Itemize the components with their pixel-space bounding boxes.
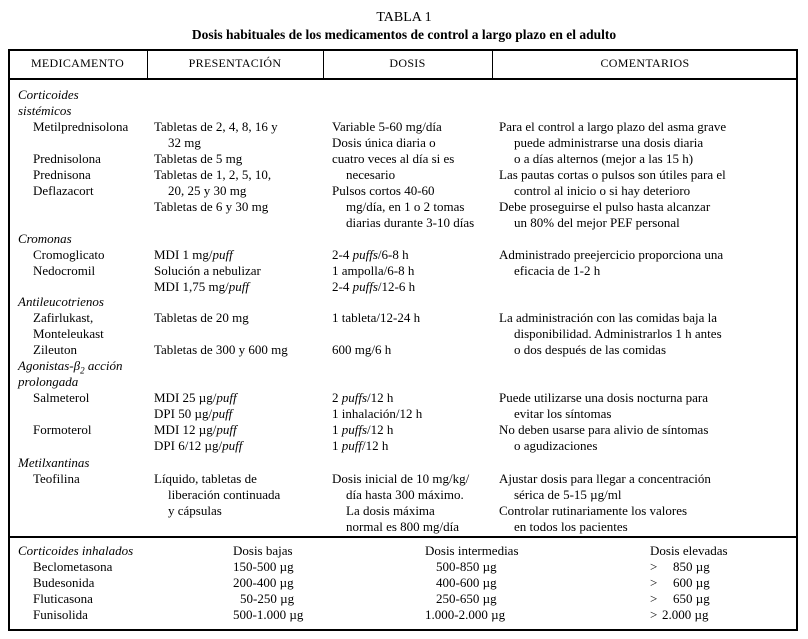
dosis-text: 1 tableta/12-24 h <box>332 310 421 325</box>
drug-name: Deflazacort <box>33 183 94 198</box>
dosis-text: cuatro veces al día si es <box>332 151 455 166</box>
comentario-text: Puede utilizarse una dosis nocturna para <box>499 390 709 405</box>
header-presentacion: PRESENTACIÓN <box>188 56 282 70</box>
drug-name: Teofilina <box>33 471 80 486</box>
presentacion-text: Tabletas de 5 mg <box>154 151 243 166</box>
presentacion-text: DPI 50 µg/puff <box>154 406 233 421</box>
header-row <box>8 49 798 80</box>
drug-name: Budesonida <box>33 575 95 590</box>
presentacion-text: DPI 6/12 µg/puff <box>154 438 243 453</box>
section-divider <box>8 536 798 538</box>
dose-mid: 250-650 µg <box>436 591 497 606</box>
group-label: Antileucotrienos <box>18 294 104 309</box>
column-header-mid: Dosis intermedias <box>425 543 519 558</box>
dose-low: 50-250 µg <box>240 591 295 606</box>
comentario-text: Las pautas cortas o pulsos son útiles para el <box>499 167 726 182</box>
dosis-text: mg/día, en 1 o 2 tomas <box>346 199 465 214</box>
comentario-text: No deben usarse para alivio de síntomas <box>499 422 709 437</box>
comentario-text: La administración con las comidas baja la <box>499 310 718 325</box>
header-medicamento: MEDICAMENTO <box>30 56 125 70</box>
drug-name: Funisolida <box>33 607 88 622</box>
header-divider <box>323 49 324 80</box>
presentacion-text: Solución a nebulizar <box>154 263 261 278</box>
column-header-low: Dosis bajas <box>233 543 293 558</box>
dose-low: 500-1.000 µg <box>233 607 304 622</box>
column-header-high: Dosis elevadas <box>650 543 728 558</box>
drug-name: Zileuton <box>33 342 78 357</box>
comentario-text: eficacia de 1-2 h <box>514 263 601 278</box>
dosis-text: 600 mg/6 h <box>332 342 392 357</box>
dose-mid: 500-850 µg <box>436 559 497 574</box>
comentario-text: Para el control a largo plazo del asma grave <box>499 119 727 134</box>
drug-name: Metilprednisolona <box>33 119 129 134</box>
dose-high: 2.000 µg <box>662 607 709 622</box>
drug-name: Cromoglicato <box>33 247 105 262</box>
presentacion-text: MDI 1,75 mg/puff <box>154 279 249 294</box>
dosis-text: 2 puffs/12 h <box>332 390 394 405</box>
drug-name: Nedocromil <box>33 263 96 278</box>
dose-high-sign: > <box>650 559 658 574</box>
presentacion-text: liberación continuada <box>168 487 281 502</box>
presentacion-text: 32 mg <box>168 135 201 150</box>
group-label: Corticoides inhalados <box>18 543 134 558</box>
dose-low: 200-400 µg <box>233 575 294 590</box>
dosis-text: Dosis inicial de 10 mg/kg/ <box>332 471 470 486</box>
dosis-text: 2-4 puffs/12-6 h <box>332 279 416 294</box>
header-divider <box>147 49 148 80</box>
presentacion-text: Líquido, tabletas de <box>154 471 257 486</box>
group-label: Metilxantinas <box>18 455 90 470</box>
comentario-text: Debe proseguirse el pulso hasta alcanzar <box>499 199 711 214</box>
presentacion-text: Tabletas de 20 mg <box>154 310 249 325</box>
dose-mid: 400-600 µg <box>436 575 497 590</box>
presentacion-text: MDI 1 mg/puff <box>154 247 233 262</box>
presentacion-text: Tabletas de 2, 4, 8, 16 y <box>154 119 278 134</box>
dose-low: 150-500 µg <box>233 559 294 574</box>
dosis-text: día hasta 300 máximo. <box>346 487 464 502</box>
table-subtitle: Dosis habituales de los medicamentos de control a largo plazo en el adulto <box>191 27 617 42</box>
dose-high-sign: > <box>650 591 658 606</box>
presentacion-text: MDI 12 µg/puff <box>154 422 237 437</box>
comentario-text: evitar los síntomas <box>514 406 612 421</box>
drug-name: Fluticasona <box>33 591 93 606</box>
comentario-text: sérica de 5-15 µg/ml <box>514 487 622 502</box>
presentacion-text: MDI 25 µg/puff <box>154 390 237 405</box>
presentacion-text: 20, 25 y 30 mg <box>168 183 247 198</box>
dosis-text: diarias durante 3-10 días <box>346 215 475 230</box>
comentario-text: disponibilidad. Administrarlos 1 h antes <box>514 326 722 341</box>
dosis-text: necesario <box>346 167 396 182</box>
presentacion-text: Tabletas de 1, 2, 5, 10, <box>154 167 272 182</box>
comentario-text: o agudizaciones <box>514 438 598 453</box>
group-label: Agonistas-$\beta_2$ acción <box>18 358 123 376</box>
dose-high: 650 µg <box>673 591 710 606</box>
dosis-text: 1 puff/12 h <box>332 438 389 453</box>
group-label: Cromonas <box>18 231 72 246</box>
drug-name: Prednisona <box>33 167 91 182</box>
dosis-text: 1 puffs/12 h <box>332 422 394 437</box>
dosis-text: 2-4 puffs/6-8 h <box>332 247 409 262</box>
group-label: prolongada <box>18 374 79 389</box>
header-divider <box>492 49 493 80</box>
presentacion-text: Tabletas de 6 y 30 mg <box>154 199 269 214</box>
drug-name: Salmeterol <box>33 390 90 405</box>
dosis-text: La dosis máxima <box>346 503 435 518</box>
comentario-text: o dos después de las comidas <box>514 342 667 357</box>
comentario-text: en todos los pacientes <box>514 519 628 534</box>
dose-mid: 1.000-2.000 µg <box>425 607 506 622</box>
header-dosis: DOSIS <box>389 56 426 70</box>
comentario-text: puede administrarse una dosis diaria <box>514 135 704 150</box>
dosis-text: 1 inhalación/12 h <box>332 406 423 421</box>
dosis-text: normal es 800 mg/día <box>346 519 460 534</box>
header-comentarios: COMENTARIOS <box>600 56 690 70</box>
dose-high: 850 µg <box>673 559 710 574</box>
dosis-text: Variable 5-60 mg/día <box>332 119 442 134</box>
drug-name: Formoterol <box>33 422 92 437</box>
dosis-text: Pulsos cortos 40-60 <box>332 183 435 198</box>
drug-name: Zafirlukast, <box>33 310 94 325</box>
table-caption: TABLA 1 <box>376 10 432 25</box>
drug-name: Monteleukast <box>33 326 104 341</box>
dosis-text: 1 ampolla/6-8 h <box>332 263 415 278</box>
group-label: sistémicos <box>18 103 72 118</box>
drug-name: Beclometasona <box>33 559 113 574</box>
comentario-text: Controlar rutinariamente los valores <box>499 503 688 518</box>
dose-high-sign: > <box>650 607 658 622</box>
presentacion-text: y cápsulas <box>168 503 222 518</box>
dose-high-sign: > <box>650 575 658 590</box>
drug-name: Prednisolona <box>33 151 101 166</box>
group-label: Corticoides <box>18 87 79 102</box>
comentario-text: Administrado preejercicio proporciona una <box>499 247 724 262</box>
presentacion-text: Tabletas de 300 y 600 mg <box>154 342 288 357</box>
dose-high: 600 µg <box>673 575 710 590</box>
comentario-text: un 80% del mejor PEF personal <box>514 215 680 230</box>
comentario-text: o a días alternos (mejor a las 15 h) <box>514 151 694 166</box>
comentario-text: Ajustar dosis para llegar a concentración <box>499 471 711 486</box>
comentario-text: control al inicio o si hay deterioro <box>514 183 691 198</box>
dosis-text: Dosis única diaria o <box>332 135 436 150</box>
